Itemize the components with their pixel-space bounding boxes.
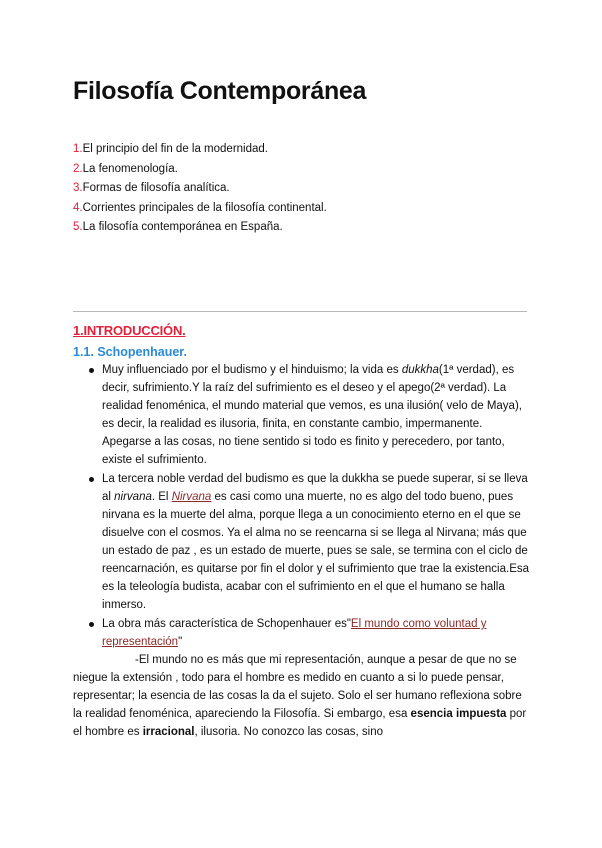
text-run: -El mundo no es más que mi representación, aunque a pesar de que no se niegue la extensión , todo para el hombre es medido en cuanto a si lo puede pensar, representar; la esencia de las cosas la da el sujeto. Solo el ser humano reflexiona sobre la realidad fenoménica, apareciendo la Filosofía. Si embargo, esa <box>73 654 522 720</box>
subsection-heading: 1.1. Schopenhauer. <box>73 345 187 359</box>
toc-item <box>73 179 327 199</box>
text-run: por el hombre es <box>73 708 527 738</box>
toc-item <box>73 160 327 180</box>
text-run: es casi como una muerte, no es algo del todo bueno, pues nirvana es la muerte del alma, porque llega a un conocimiento eterno en el que se disuelve con el cosmos. Ya el alma no se reencarna si se llega al Nirvana; más que un estado de paz , es un estado de muerte, pues se sale, se termina con el ciclo de reencarnación, es quitarse por fin el dolor y el sufrimiento que trae la existencia.Esa es la teleología budista, acabar con el sufrimiento en el que el humano se halla inmerso. <box>102 491 530 611</box>
bullet-text <box>102 615 529 651</box>
bold-term: esencia impuesta <box>410 708 507 720</box>
toc-item <box>73 199 327 219</box>
text-run: (1ª verdad), es decir, sufrimiento.Y la raíz del sufrimiento es el deseo y el apego(2ª verdad). La realidad fenoménica, el mundo material que vemos, es una ilusión( velo de Maya), es decir, la realidad es ilusoria, finita, en constante cambio, impermanente. Apegarse a las cosas, no tiene sentido si todo es finito y perecedero, por tanto, existe el sufrimiento. <box>102 364 522 466</box>
italic-term: nirvana <box>114 491 152 503</box>
bullet-icon <box>89 622 94 627</box>
toc-text: Corrientes principales de la filosofía continental. <box>82 201 327 214</box>
section-divider <box>73 311 527 312</box>
toc-text: El principio del fin de la modernidad. <box>82 143 268 155</box>
table-of-contents <box>73 140 327 238</box>
bullet-text <box>102 361 529 469</box>
bullet-list <box>73 361 529 651</box>
bullet-text <box>102 470 529 614</box>
bullet-item <box>73 361 529 469</box>
toc-number: 4. <box>73 201 83 214</box>
text-run: La obra más característica de Schopenhauer es" <box>102 618 351 630</box>
toc-number: 3. <box>73 182 83 194</box>
text-run: " <box>178 636 183 648</box>
section-body <box>73 361 529 741</box>
page-title: Filosofía Contemporánea <box>73 77 367 105</box>
bullet-item <box>73 470 529 614</box>
work-title-link[interactable]: El mundo como voluntad y representación <box>102 618 487 648</box>
italic-term: dukkha <box>401 364 439 376</box>
bullet-icon <box>89 477 94 482</box>
body-paragraph <box>73 651 529 741</box>
bullet-item <box>73 615 529 651</box>
toc-number: 2. <box>73 162 83 175</box>
text-run: Muy influenciado por el budismo y el hinduismo; la vida es <box>102 364 402 376</box>
bold-term: irracional <box>142 726 195 738</box>
toc-text: La fenomenología. <box>82 162 178 175</box>
toc-item <box>73 140 327 160</box>
toc-number: 1. <box>73 143 83 155</box>
toc-text: Formas de filosofía analítica. <box>82 182 230 194</box>
bullet-icon <box>89 368 94 373</box>
text-run: . El <box>151 491 172 503</box>
text-run: , ilusoria. No conozco las cosas, sino <box>194 726 384 738</box>
toc-text: La filosofía contemporánea en España. <box>82 221 283 233</box>
toc-number: 5. <box>73 221 83 233</box>
section-heading: 1.INTRODUCCIÓN. <box>73 323 186 338</box>
toc-item <box>73 218 327 238</box>
nirvana-link[interactable]: Nirvana <box>171 491 212 503</box>
text-run: La tercera noble verdad del budismo es que la dukkha se puede superar, si se lleva al <box>102 473 528 503</box>
